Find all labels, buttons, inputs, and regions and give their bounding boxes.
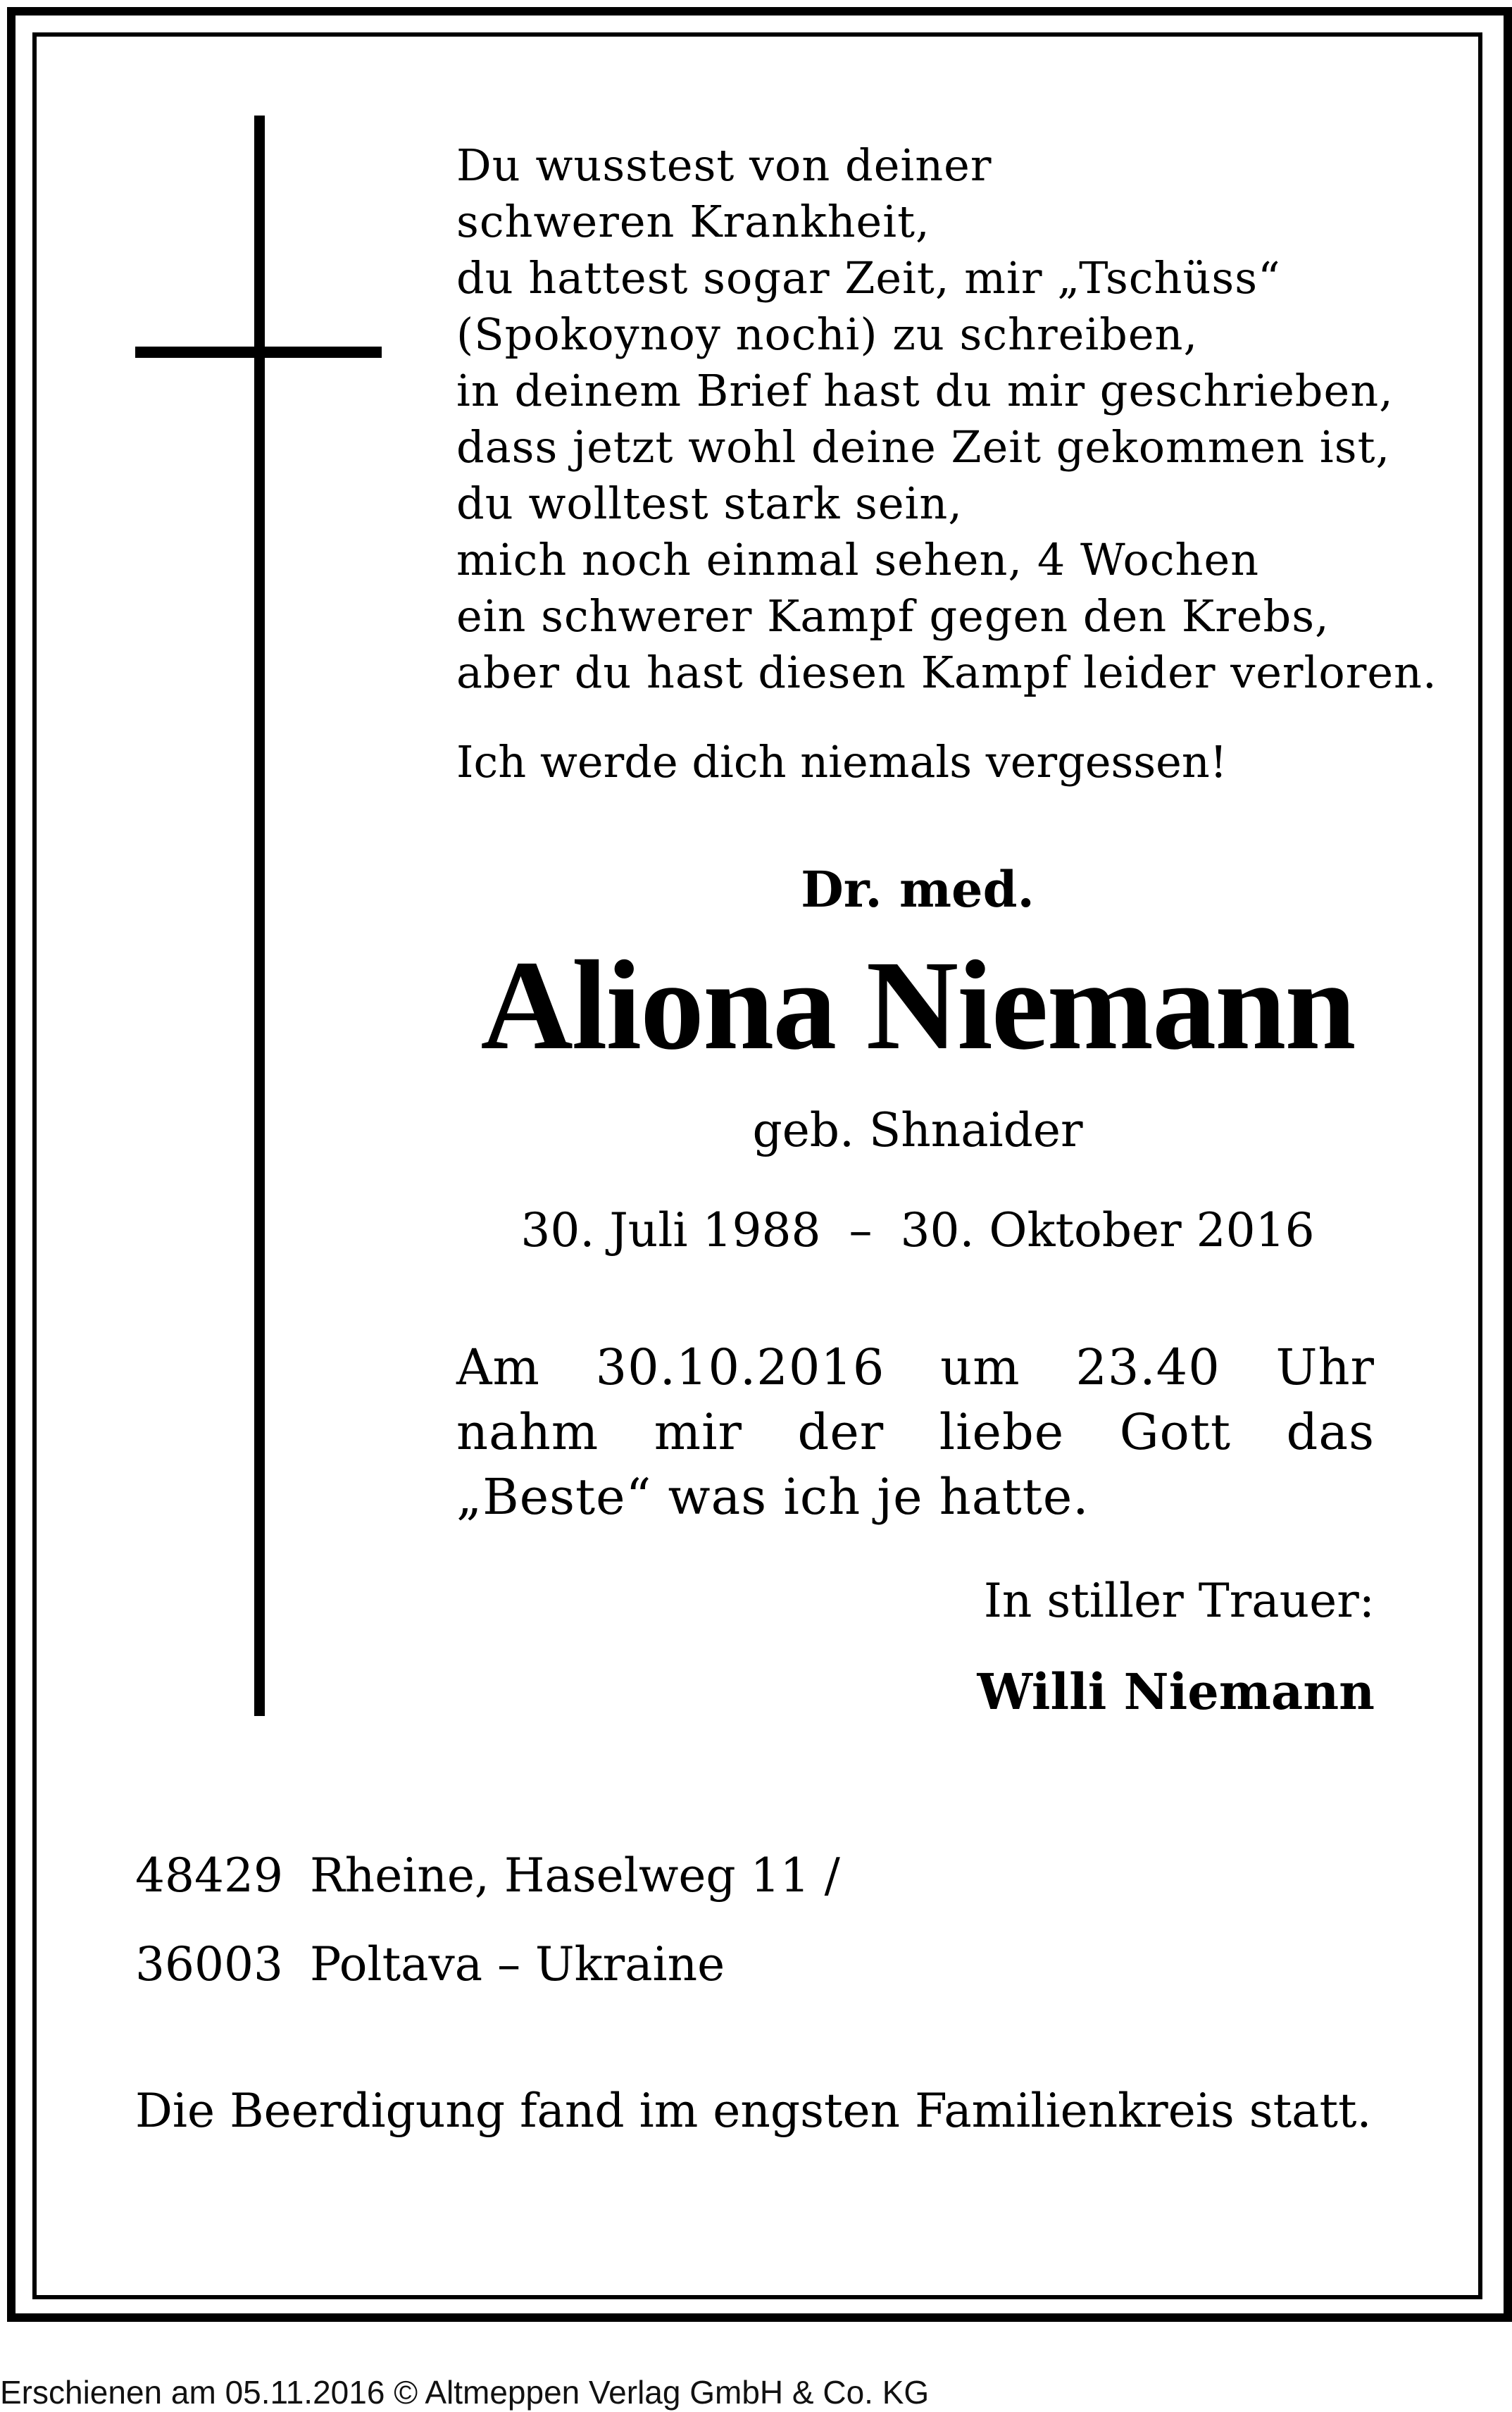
publication-footer: Erschienen am 05.11.2016 © Altmeppen Verlag GmbH & Co. KG bbox=[0, 2374, 930, 2411]
address-place: Rheine, Haselweg 11 / bbox=[310, 1848, 840, 1903]
postal-code: 36003 bbox=[135, 1937, 283, 1991]
poem-line: du wolltest stark sein, bbox=[456, 478, 963, 529]
death-date: 30. Oktober 2016 bbox=[900, 1203, 1315, 1257]
death-message: Am 30.10.2016 um 23.40 Uhr nahm mir der liebe Gott das „Beste“ was ich je hatte. bbox=[456, 1338, 1375, 1526]
poem-closing-line: Ich werde dich niemals vergessen! bbox=[456, 736, 1227, 788]
funeral-note: Die Beerdigung fand im engsten Familienkreis statt. bbox=[135, 2084, 1372, 2138]
date-separator: – bbox=[849, 1203, 873, 1257]
maiden-name: geb. Shnaider bbox=[752, 1103, 1083, 1157]
cross-icon-horizontal-bar bbox=[135, 347, 382, 358]
mourner-name: Willi Niemann bbox=[977, 1662, 1375, 1721]
poem-line: (Spokoynoy nochi) zu schreiben, bbox=[456, 309, 1199, 360]
poem-line: aber du hast diesen Kampf leider verloren. bbox=[456, 647, 1437, 698]
poem bbox=[456, 137, 1437, 701]
address-line bbox=[135, 1832, 840, 1920]
deceased-name: Aliona Niemann bbox=[480, 935, 1355, 1076]
poem-line: mich noch einmal sehen, 4 Wochen bbox=[456, 534, 1260, 585]
poem-line: ein schwerer Kampf gegen den Krebs, bbox=[456, 590, 1330, 642]
poem-line: in deinem Brief hast du mir geschrieben, bbox=[456, 365, 1394, 416]
address-line bbox=[135, 1920, 840, 2009]
address-place: Poltava – Ukraine bbox=[310, 1937, 725, 1991]
poem-line: Du wusstest von deiner bbox=[456, 139, 992, 191]
poem-line: dass jetzt wohl deine Zeit gekommen ist, bbox=[456, 421, 1391, 473]
poem-line: schweren Krankheit, bbox=[456, 196, 930, 247]
postal-code: 48429 bbox=[135, 1848, 283, 1903]
academic-title: Dr. med. bbox=[801, 860, 1035, 919]
mourning-label: In stiller Trauer: bbox=[983, 1574, 1375, 1628]
life-dates bbox=[456, 1199, 1379, 1262]
poem-line: du hattest sogar Zeit, mir „Tschüss“ bbox=[456, 252, 1281, 304]
birth-date: 30. Juli 1988 bbox=[520, 1203, 821, 1257]
address-block bbox=[135, 1832, 840, 2009]
